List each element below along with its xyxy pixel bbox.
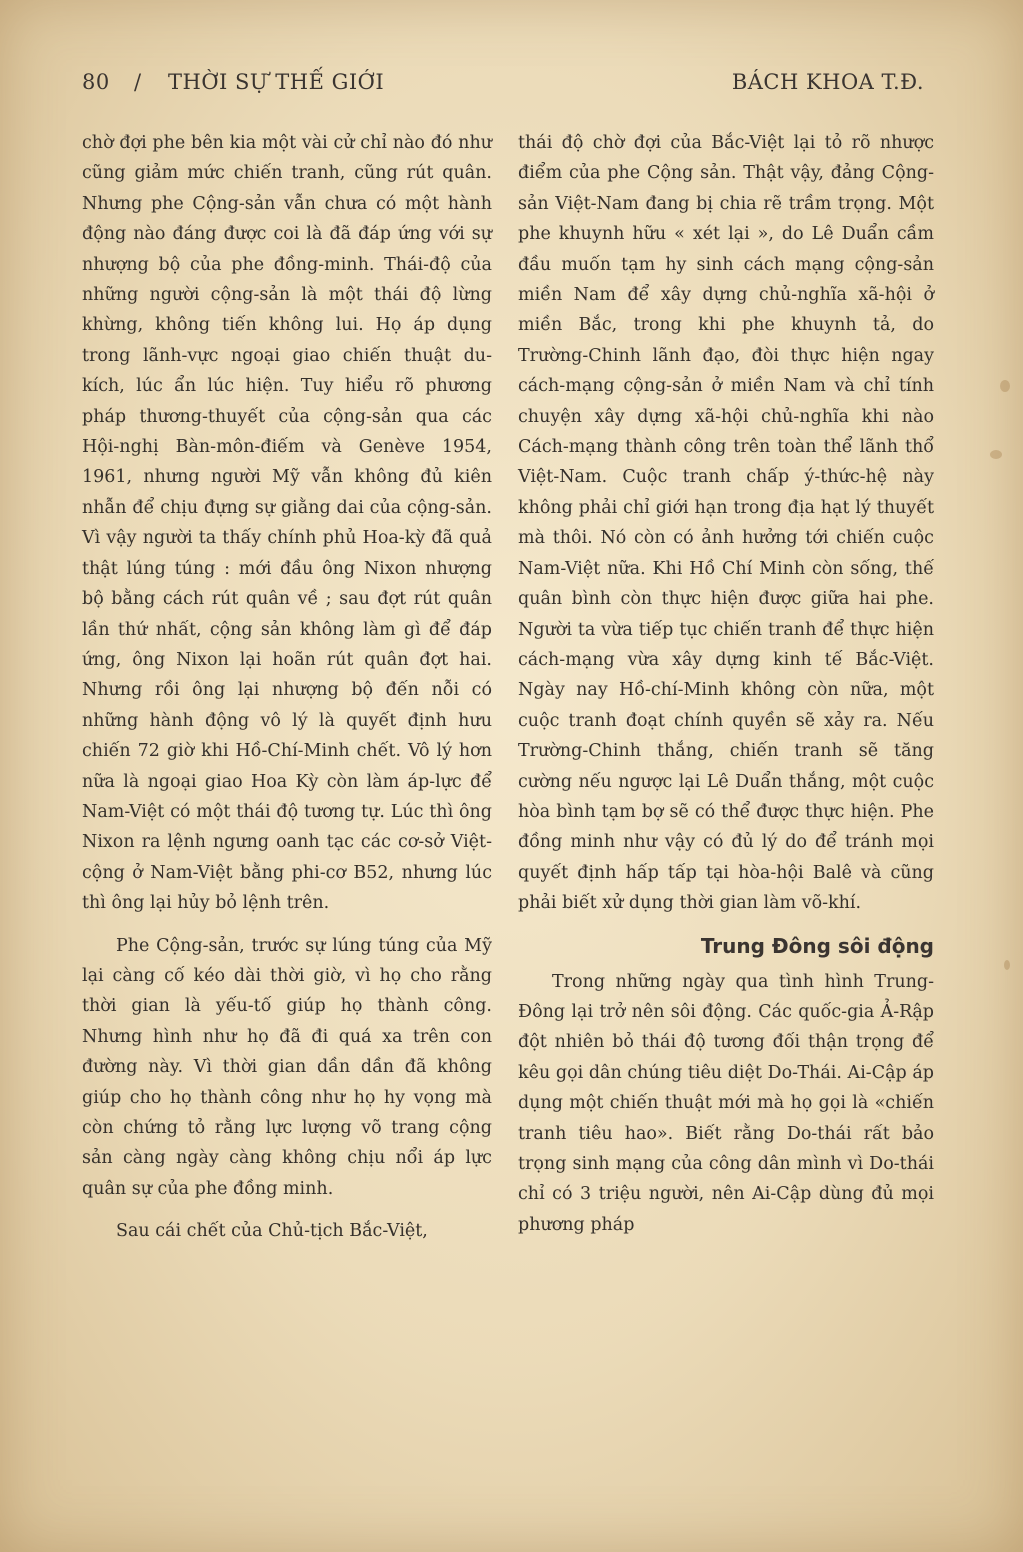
left-paragraph-3: Sau cái chết của Chủ-tịch Bắc-Việt, <box>116 1221 428 1242</box>
journal-title: BÁCH KHOA T.Đ. <box>731 70 924 94</box>
left-column <box>82 128 492 1259</box>
right-paragraph-2: Trong những ngày qua tình hình Trung-Đông lại trở nên sôi động. Các quốc-gia Ả-Rập đột nhiên bỏ thái độ tương đối thận trọng để kêu gọi dân chúng tiêu diệt Do-Thái. Ai-Cập áp dụng một chiến thuật mới mà họ gọi là «chiến tranh tiêu hao». Biết rằng Do-thái rất bảo trọng sinh mạng của công dân mình vì Do-thái chỉ có 3 triệu người, nên Ai-Cập dùng đủ mọi phương pháp <box>518 971 934 1235</box>
section-heading: Trung Đông sôi động <box>700 933 934 958</box>
left-paragraph-2: Phe Cộng-sản, trước sự lúng túng của Mỹ lại càng cố kéo dài thời giờ, vì họ cho rằng thời gian là yếu-tố giúp họ thành công. Nhưng hình như họ đã đi quá xa trên con đường này. Vì thời gian dần dần đã không giúp cho họ thành công như họ hy vọng mà còn chứng tỏ rằng lực lượng võ trang cộng sản càng ngày càng không chịu nổi áp lực quân sự của phe đồng minh. <box>82 935 492 1199</box>
right-column <box>518 128 934 1252</box>
header-separator: / <box>134 70 142 94</box>
section-title: THỜI SỰ THẾ GIỚI <box>168 70 385 94</box>
right-paragraph-1: thái độ chờ đợi của Bắc-Việt lại tỏ rõ nhược điểm của phe Cộng sản. Thật vậy, đảng Cộng-sản Việt-Nam đang bị chia rẽ trầm trọng. Một phe khuynh hữu « xét lại », do Lê Duẩn cầm đầu muốn tạm hy sinh cách mạng cộng-sản miền Nam để xây dựng chủ-nghĩa xã-hội ở miền Bắc, trong khi phe khuynh tả, do Trường-Chinh lãnh đạo, đòi thực hiện ngay cách-mạng cộng-sản ở miền Nam và chỉ tính chuyện xây dựng xã-hội chủ-nghĩa khi nào Cách-mạng thành công trên toàn thể lãnh thổ Việt-Nam. Cuộc tranh chấp ý-thức-hệ này không phải chỉ giới hạn trong địa hạt lý thuyết mà thôi. Nó còn có ảnh hưởng tới chiến cuộc Nam-Việt nữa. Khi Hồ Chí Minh còn sống, thế quân bình còn thực hiện được giữa hai phe. Người ta vừa tiếp tục chiến tranh để thực hiện cách-mạng vừa xây dựng kinh tế Bắc-Việt. Ngày nay Hồ-chí-Minh không còn nữa, một cuộc tranh đoạt chính quyền sẽ xảy ra. Nếu Trường-Chinh thắng, chiến tranh sẽ tăng cường nếu ngược lại Lê Duẩn thắng, một cuộc hòa bình tạm bợ sẽ có thể được thực hiện. Phe đồng minh như vậy có đủ lý do để tránh mọi quyết định hấp tấp tại hòa-hội Balê và cũng phải biết xử dụng thời gian làm võ-khí. <box>518 133 934 914</box>
running-header <box>82 64 924 100</box>
paper-stain-spot <box>1004 960 1010 970</box>
paper-stain-spot <box>1000 380 1010 392</box>
page-number: 80 <box>82 70 110 94</box>
paper-stain-spot <box>990 450 1002 459</box>
left-paragraph-1: chờ đợi phe bên kia một vài cử chỉ nào đó như cũng giảm mức chiến tranh, cũng rút quân. Nhưng phe Cộng-sản vẫn chưa có một hành động nào đáng được coi là đã đáp ứng với sự nhượng bộ của phe đồng-minh. Thái-độ của những người cộng-sản là một thái độ lừng khừng, không tiến không lui. Họ áp dụng trong lãnh-vực ngoại giao chiến thuật du-kích, lúc ẩn lúc hiện. Tuy hiểu rõ phương pháp thương-thuyết của cộng-sản qua các Hội-nghị Bàn-môn-điếm và Genève 1954, 1961, nhưng người Mỹ vẫn không đủ kiên nhẫn để chịu đựng sự giằng dai của cộng-sản. Vì vậy người ta thấy chính phủ Hoa-kỳ đã quả thật lúng túng : mới đầu ông Nixon nhượng bộ bằng cách rút quân về ; sau đợt rút quân lần thứ nhất, cộng sản không làm gì để đáp ứng, ông Nixon lại hoãn rút quân đợt hai. Nhưng rồi ông lại nhượng bộ đến nỗi có những hành động vô lý là quyết định hưu chiến 72 giờ khi Hồ-Chí-Minh chết. Vô lý hơn nữa là ngoại giao Hoa Kỳ còn làm áp-lực để Nam-Việt có một thái độ tương tự. Lúc thì ông Nixon ra lệnh ngưng oanh tạc các cơ-sở Việt-cộng ở Nam-Việt bằng phi-cơ B52, nhưng lúc thì ông lại hủy bỏ lệnh trên. <box>82 133 492 914</box>
